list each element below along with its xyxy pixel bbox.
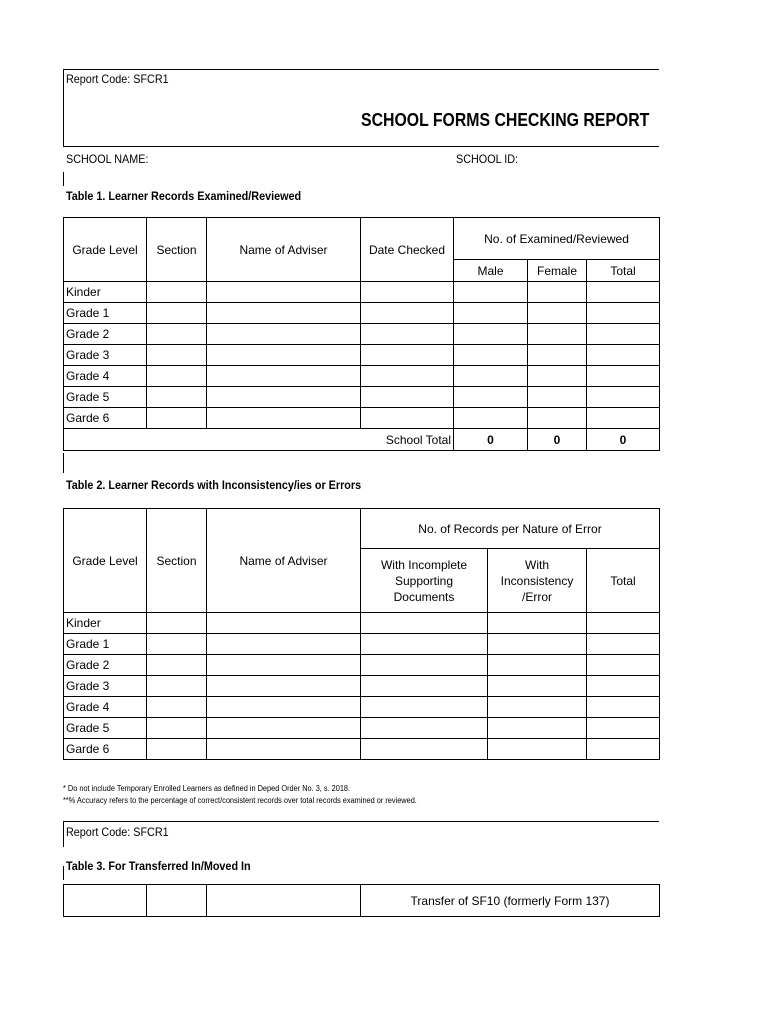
t2-header-total: Total [587, 549, 660, 613]
t2-inconsistency-cell[interactable] [488, 676, 587, 697]
t1-section-cell[interactable] [147, 324, 207, 345]
t1-female-cell[interactable] [528, 366, 587, 387]
t1-date-cell[interactable] [361, 324, 454, 345]
t1-female-cell[interactable] [528, 408, 587, 429]
t1-female-cell[interactable] [528, 303, 587, 324]
t1-adviser-cell[interactable] [207, 303, 361, 324]
table-row [64, 655, 660, 676]
table-row [64, 739, 660, 760]
t1-total-cell[interactable] [587, 324, 660, 345]
t1-adviser-cell[interactable] [207, 324, 361, 345]
left-rule-header [63, 69, 64, 147]
table-row [64, 676, 660, 697]
t2-grade-cell: Grade 1 [64, 634, 147, 655]
t1-adviser-cell[interactable] [207, 282, 361, 303]
t1-section-cell[interactable] [147, 282, 207, 303]
t2-adviser-cell[interactable] [207, 676, 361, 697]
table3-caption: Table 3. For Transferred In/Moved In [66, 859, 251, 873]
t2-grade-cell: Grade 4 [64, 697, 147, 718]
t2-incomplete-cell[interactable] [361, 718, 488, 739]
t1-total-cell[interactable] [587, 387, 660, 408]
t2-adviser-cell[interactable] [207, 697, 361, 718]
t2-section-cell[interactable] [147, 634, 207, 655]
t2-total-cell[interactable] [587, 718, 660, 739]
t2-header-section: Section [147, 509, 207, 613]
school-total-male: 0 [454, 429, 528, 451]
table-row [64, 408, 660, 429]
t1-section-cell[interactable] [147, 366, 207, 387]
t2-adviser-cell[interactable] [207, 613, 361, 634]
report-code-2: Report Code: SFCR1 [66, 825, 169, 839]
t1-date-cell[interactable] [361, 282, 454, 303]
footnote-temporary-enrolled: * Do not include Temporary Enrolled Learners as defined in Deped Order No. 3, s. 2018. [63, 784, 351, 793]
t1-grade-cell: Garde 6 [64, 408, 147, 429]
t1-male-cell[interactable] [454, 282, 528, 303]
t2-grade-cell: Grade 3 [64, 676, 147, 697]
school-total-female: 0 [528, 429, 587, 451]
t3-header-transfer: Transfer of SF10 (formerly Form 137) [361, 885, 660, 917]
t2-total-cell[interactable] [587, 634, 660, 655]
t1-section-cell[interactable] [147, 387, 207, 408]
table-row [64, 718, 660, 739]
table1 [63, 217, 660, 451]
t2-adviser-cell[interactable] [207, 655, 361, 676]
t1-total-cell[interactable] [587, 282, 660, 303]
t2-total-cell[interactable] [587, 697, 660, 718]
footnote-accuracy: **% Accuracy refers to the percentage of correct/consistent records over total records examined or reviewed. [63, 796, 417, 805]
t1-grade-cell: Kinder [64, 282, 147, 303]
left-tick-1 [63, 172, 64, 186]
t1-female-cell[interactable] [528, 345, 587, 366]
t1-header-male: Male [454, 260, 528, 282]
t1-grade-cell: Grade 5 [64, 387, 147, 408]
t1-date-cell[interactable] [361, 408, 454, 429]
t2-adviser-cell[interactable] [207, 634, 361, 655]
table-row [64, 303, 660, 324]
t2-inconsistency-cell[interactable] [488, 655, 587, 676]
t1-header-section: Section [147, 218, 207, 282]
t1-date-cell[interactable] [361, 387, 454, 408]
table-row [64, 282, 660, 303]
t3-header-blank-3 [207, 885, 361, 917]
t1-header-grade-level: Grade Level [64, 218, 147, 282]
left-tick-3 [63, 866, 64, 880]
table2-caption: Table 2. Learner Records with Inconsistency/ies or Errors [66, 478, 362, 492]
t1-adviser-cell[interactable] [207, 387, 361, 408]
t1-header-group: No. of Examined/Reviewed [454, 218, 660, 260]
t3-header-blank-1 [64, 885, 147, 917]
t1-grade-cell: Grade 1 [64, 303, 147, 324]
t2-section-cell[interactable] [147, 739, 207, 760]
t1-adviser-cell[interactable] [207, 408, 361, 429]
t2-total-cell[interactable] [587, 676, 660, 697]
t1-date-cell[interactable] [361, 366, 454, 387]
table-row [64, 345, 660, 366]
t2-inconsistency-cell[interactable] [488, 697, 587, 718]
t2-grade-cell: Grade 2 [64, 655, 147, 676]
table2 [63, 508, 660, 760]
t1-grade-cell: Grade 3 [64, 345, 147, 366]
t1-male-cell[interactable] [454, 366, 528, 387]
t2-total-cell[interactable] [587, 739, 660, 760]
t2-grade-cell: Kinder [64, 613, 147, 634]
t2-grade-cell: Garde 6 [64, 739, 147, 760]
school-name-label: SCHOOL NAME: [66, 152, 149, 166]
t1-section-cell[interactable] [147, 303, 207, 324]
t2-section-cell[interactable] [147, 718, 207, 739]
t2-header-inconsistency: With Inconsistency /Error [488, 549, 587, 613]
t1-male-cell[interactable] [454, 408, 528, 429]
section-rule [63, 821, 659, 822]
table1-caption: Table 1. Learner Records Examined/Reviewed [66, 189, 302, 203]
t1-male-cell[interactable] [454, 303, 528, 324]
table-row [64, 387, 660, 408]
t1-total-cell[interactable] [587, 303, 660, 324]
t1-male-cell[interactable] [454, 387, 528, 408]
school-id-label: SCHOOL ID: [456, 152, 519, 166]
t1-date-cell[interactable] [361, 303, 454, 324]
t2-total-cell[interactable] [587, 655, 660, 676]
t2-adviser-cell[interactable] [207, 718, 361, 739]
t2-inconsistency-cell[interactable] [488, 718, 587, 739]
report-code: Report Code: SFCR1 [66, 72, 169, 86]
t1-total-cell[interactable] [587, 366, 660, 387]
t2-incomplete-cell[interactable] [361, 739, 488, 760]
t1-header-date-checked: Date Checked [361, 218, 454, 282]
t2-incomplete-cell[interactable] [361, 697, 488, 718]
t2-total-cell[interactable] [587, 613, 660, 634]
t1-female-cell[interactable] [528, 282, 587, 303]
school-total-total: 0 [587, 429, 660, 451]
t2-header-group: No. of Records per Nature of Error [361, 509, 660, 549]
table3 [63, 884, 660, 917]
t2-inconsistency-cell[interactable] [488, 613, 587, 634]
top-rule [63, 69, 659, 70]
t1-female-cell[interactable] [528, 387, 587, 408]
t2-section-cell[interactable] [147, 613, 207, 634]
t2-adviser-cell[interactable] [207, 739, 361, 760]
t2-incomplete-cell[interactable] [361, 676, 488, 697]
t1-adviser-cell[interactable] [207, 345, 361, 366]
t2-incomplete-cell[interactable] [361, 613, 488, 634]
t1-grade-cell: Grade 4 [64, 366, 147, 387]
t2-section-cell[interactable] [147, 676, 207, 697]
t1-header-adviser: Name of Adviser [207, 218, 361, 282]
t2-header-grade-level: Grade Level [64, 509, 147, 613]
t1-adviser-cell[interactable] [207, 366, 361, 387]
table-row [64, 613, 660, 634]
t1-female-cell[interactable] [528, 324, 587, 345]
table-row [64, 634, 660, 655]
t1-male-cell[interactable] [454, 324, 528, 345]
t2-header-incomplete: With Incomplete Supporting Documents [361, 549, 488, 613]
t3-header-blank-2 [147, 885, 207, 917]
t1-total-cell[interactable] [587, 345, 660, 366]
table-row [64, 697, 660, 718]
t2-section-cell[interactable] [147, 697, 207, 718]
header-rule [63, 146, 659, 147]
t1-header-total: Total [587, 260, 660, 282]
table-row [64, 366, 660, 387]
t2-incomplete-cell[interactable] [361, 655, 488, 676]
table-row [64, 324, 660, 345]
page-title: SCHOOL FORMS CHECKING REPORT [361, 110, 650, 130]
school-total-label: School Total [64, 429, 454, 451]
t1-male-cell[interactable] [454, 345, 528, 366]
t2-incomplete-cell[interactable] [361, 634, 488, 655]
t1-date-cell[interactable] [361, 345, 454, 366]
t1-section-cell[interactable] [147, 345, 207, 366]
left-rule-section [63, 821, 64, 847]
t2-header-adviser: Name of Adviser [207, 509, 361, 613]
t1-total-cell[interactable] [587, 408, 660, 429]
school-total-row [64, 429, 660, 451]
t2-inconsistency-cell[interactable] [488, 634, 587, 655]
t2-inconsistency-cell[interactable] [488, 739, 587, 760]
left-tick-2 [63, 453, 64, 473]
t1-grade-cell: Grade 2 [64, 324, 147, 345]
t2-section-cell[interactable] [147, 655, 207, 676]
t1-header-female: Female [528, 260, 587, 282]
t2-grade-cell: Grade 5 [64, 718, 147, 739]
t1-section-cell[interactable] [147, 408, 207, 429]
